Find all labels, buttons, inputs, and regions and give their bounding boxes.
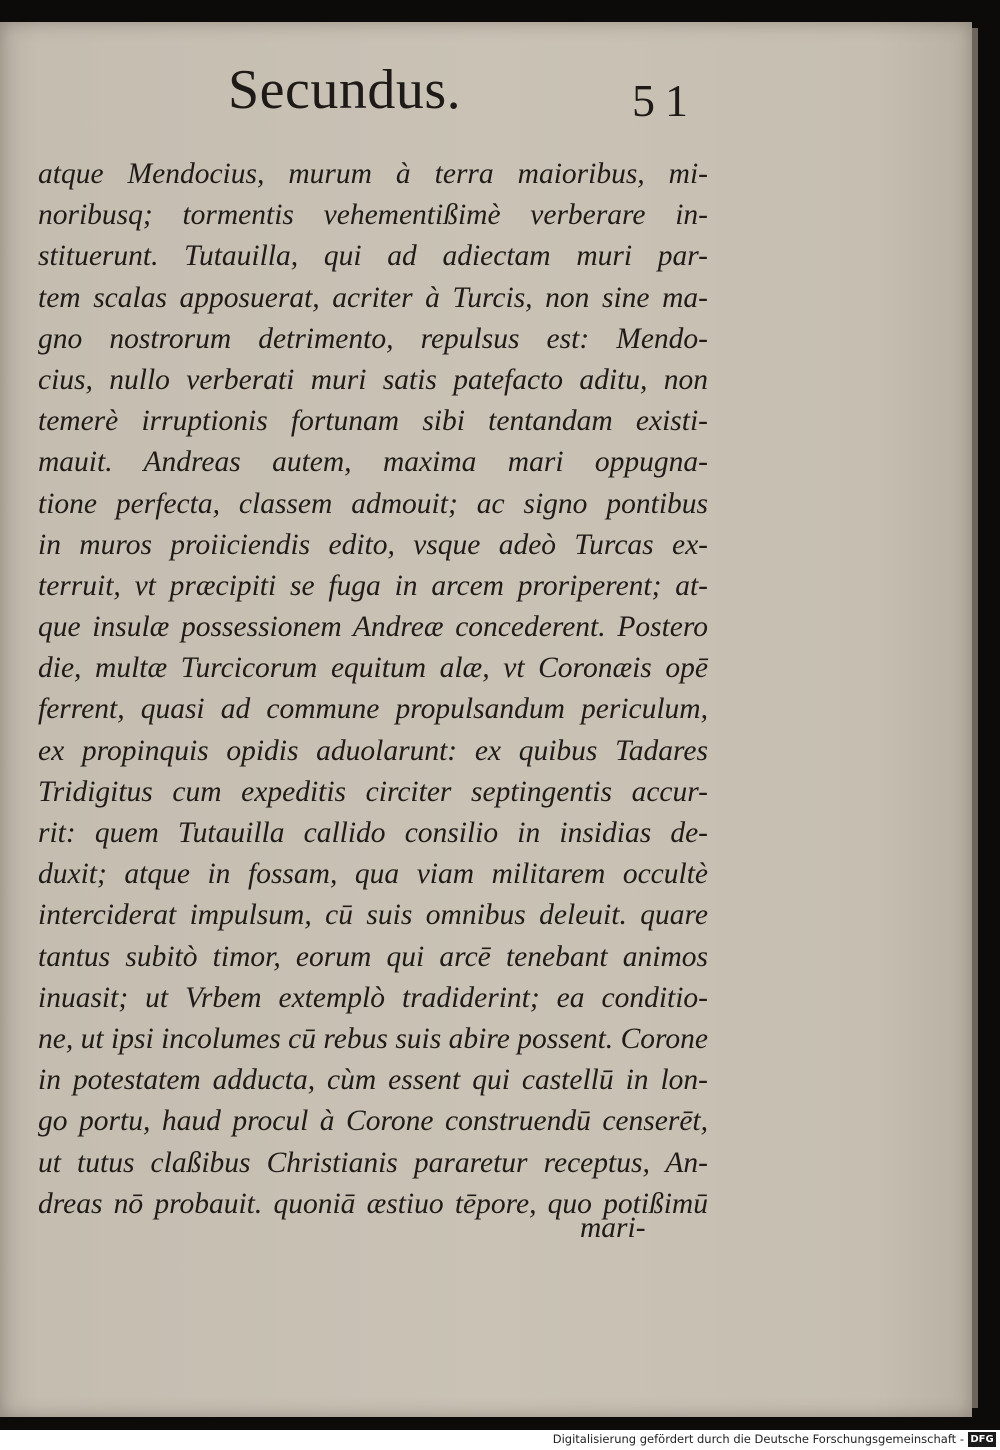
text-line: mauit. Andreas autem, maxima mari oppugna- bbox=[38, 446, 708, 479]
text-line: duxit; atque in fossam, qua viam militarem occultè bbox=[38, 858, 708, 891]
dfg-logo: DFG bbox=[968, 1432, 996, 1447]
text-line: stituerunt. Tutauilla, qui ad adiectam muri par- bbox=[38, 240, 708, 273]
text-line: ex propinquis opidis aduolarunt: ex quibus Tadares bbox=[38, 734, 708, 767]
text-line: ut tutus claßibus Christianis pararetur receptus, An- bbox=[38, 1146, 708, 1179]
page-number: 51 bbox=[632, 75, 698, 126]
text-line: atque Mendocius, murum à terra maioribus, mi- bbox=[38, 158, 708, 190]
text-line: rit: quem Tutauilla callido consilio in insidias de- bbox=[38, 817, 708, 849]
text-line: in muros proiiciendis edito, vsque adeò Turcas ex- bbox=[38, 528, 708, 561]
text-line: temerè irruptionis fortunam sibi tentandam existi- bbox=[38, 405, 708, 438]
text-line: die, multæ Turcicorum equitum alæ, vt Coronæis opē bbox=[38, 652, 708, 685]
body-text bbox=[38, 154, 708, 1225]
running-head: Secundus. bbox=[228, 59, 462, 121]
page-edge bbox=[972, 28, 978, 1408]
text-line: interciderat impulsum, cū suis omnibus deleuit. quare bbox=[38, 899, 708, 932]
text-line: ferrent, quasi ad commune propulsandum periculum, bbox=[38, 693, 708, 726]
text-line: tione perfecta, classem admouit; ac signo pontibus bbox=[38, 487, 708, 520]
text-line: go portu, haud procul à Corone construendū censerēt, bbox=[38, 1105, 708, 1138]
text-line: noribusq; tormentis vehementißimè verberare in- bbox=[38, 199, 708, 232]
text-line: cius, nullo verberati muri satis patefacto aditu, non bbox=[38, 363, 708, 396]
text-line: que insulæ possessionem Andreæ concederent. Postero bbox=[38, 611, 708, 644]
text-line: ne, ut ipsi incolumes cū rebus suis abire possent. Corone bbox=[38, 1022, 708, 1055]
text-line: gno nostrorum detrimento, repulsus est: Mendo- bbox=[38, 322, 708, 355]
text-line: Tridigitus cum expeditis circiter septingentis accur- bbox=[38, 775, 708, 808]
funding-credit: Digitalisierung gefördert durch die Deutsche Forschungsgemeinschaft - bbox=[552, 1432, 964, 1446]
catchword: mari- bbox=[580, 1212, 646, 1244]
text-line: dreas nō probauit. quoniā æstiuo tēpore, quo potißimū bbox=[38, 1187, 708, 1220]
text-line: terruit, vt præcipiti se fuga in arcem proriperent; at- bbox=[38, 569, 708, 602]
text-line: tantus subitò timor, eorum qui arcē tenebant animos bbox=[38, 940, 708, 973]
text-line: in potestatem adducta, cùm essent qui castellū in lon- bbox=[38, 1064, 708, 1097]
text-line: tem scalas apposuerat, acriter à Turcis, non sine ma- bbox=[38, 281, 708, 314]
text-line: inuasit; ut Vrbem extemplò tradiderint; ea conditio- bbox=[38, 981, 708, 1014]
